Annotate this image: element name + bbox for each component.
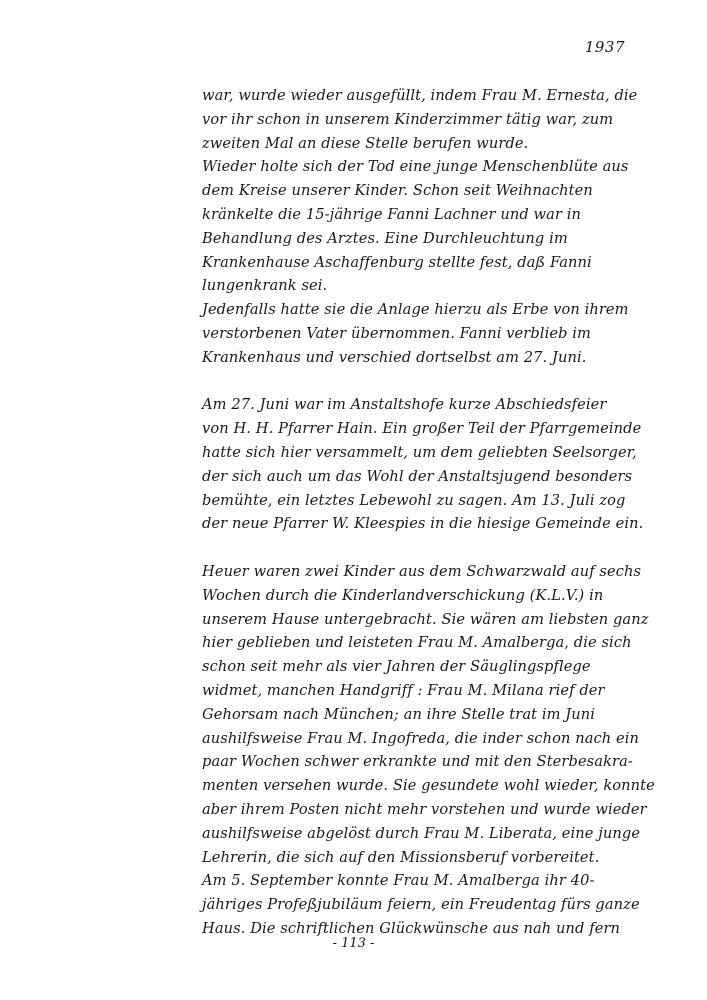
text-line: Wochen durch die Kinderlandverschickung (K.L.V.) in (202, 586, 604, 604)
text-line: lungenkrank sei. (202, 277, 328, 295)
text-line: hatte sich hier versammelt, um dem geliebten Seelsorger, (202, 443, 637, 461)
text-line: Gehorsam nach München; an ihre Stelle trat im Juni (202, 705, 596, 723)
paragraph-gap (202, 370, 627, 394)
text-line: widmet, manchen Handgriff : Frau M. Milana rief der (202, 681, 605, 699)
text-line: Jedenfalls hatte sie die Anlage hierzu als Erbe von ihrem (202, 301, 629, 319)
text-line: Am 5. September konnte Frau M. Amalberga ihr 40- (202, 872, 595, 890)
text-line: Wieder holte sich der Tod eine junge Menschenblüte aus (202, 158, 629, 176)
paragraph-1 (202, 84, 638, 370)
page-year-header: 1937 (584, 38, 625, 56)
text-line: Krankenhaus und verschied dortselbst am 27. Juni. (202, 348, 587, 366)
text-line: schon seit mehr als vier Jahren der Säuglingspflege (202, 658, 591, 676)
text-line: aushilfsweise abgelöst durch Frau M. Liberata, eine junge (202, 824, 641, 842)
text-line: jähriges Profeßjubiläum feiern, ein Freudentag fürs ganze (202, 896, 640, 914)
text-line: der sich auch um das Wohl der Anstaltsjugend besonders (202, 467, 633, 485)
text-line: menten versehen wurde. Sie gesundete wohl wieder, konnte (202, 777, 655, 795)
text-line: vor ihr schon in unserem Kinderzimmer tätig war, zum (202, 110, 614, 128)
text-line: bemühte, ein letztes Lebewohl zu sagen. Am 13. Juli zog (202, 491, 626, 509)
text-line: kränkelte die 15-jährige Fanni Lachner und war in (202, 205, 581, 223)
text-line: aushilfsweise Frau M. Ingofreda, die inder schon nach ein (202, 729, 640, 747)
text-line: Haus. Die schriftlichen Glückwünsche aus nah und fern (202, 919, 621, 937)
text-line: dem Kreise unserer Kinder. Schon seit Weihnachten (202, 182, 593, 200)
text-line: hier geblieben und leisteten Frau M. Amalberga, die sich (202, 634, 632, 652)
paragraph-gap (202, 536, 627, 560)
text-line: Heuer waren zwei Kinder aus dem Schwarzwald auf sechs (202, 562, 642, 580)
paragraph-2 (202, 393, 644, 536)
text-line: Lehrerin, die sich auf den Missionsberuf vorbereitet. (202, 848, 600, 866)
text-line: Behandlung des Arztes. Eine Durchleuchtung im (202, 229, 568, 247)
text-line: war, wurde wieder ausgefüllt, indem Frau M. Ernesta, die (202, 87, 638, 104)
page-number: - 113 - (332, 936, 375, 951)
text-line: Krankenhause Aschaffenburg stellte fest, daß Fanni (202, 253, 592, 271)
paragraph-3 (202, 560, 655, 941)
text-line: aber ihrem Posten nicht mehr vorstehen und wurde wieder (202, 800, 647, 818)
text-line: von H. H. Pfarrer Hain. Ein großer Teil der Pfarrgemeinde (202, 420, 642, 438)
text-line: der neue Pfarrer W. Kleespies in die hiesige Gemeinde ein. (202, 515, 644, 533)
handwritten-body-text (202, 84, 655, 941)
text-line: paar Wochen schwer erkrankte und mit den Sterbesakra- (202, 753, 633, 771)
text-line: zweiten Mal an diese Stelle berufen wurde. (202, 134, 529, 152)
text-line: unserem Hause untergebracht. Sie wären am liebsten ganz (202, 610, 649, 628)
text-line: Am 27. Juni war im Anstaltshofe kurze Abschiedsfeier (202, 396, 607, 414)
text-line: verstorbenen Vater übernommen. Fanni verblieb im (202, 324, 591, 342)
